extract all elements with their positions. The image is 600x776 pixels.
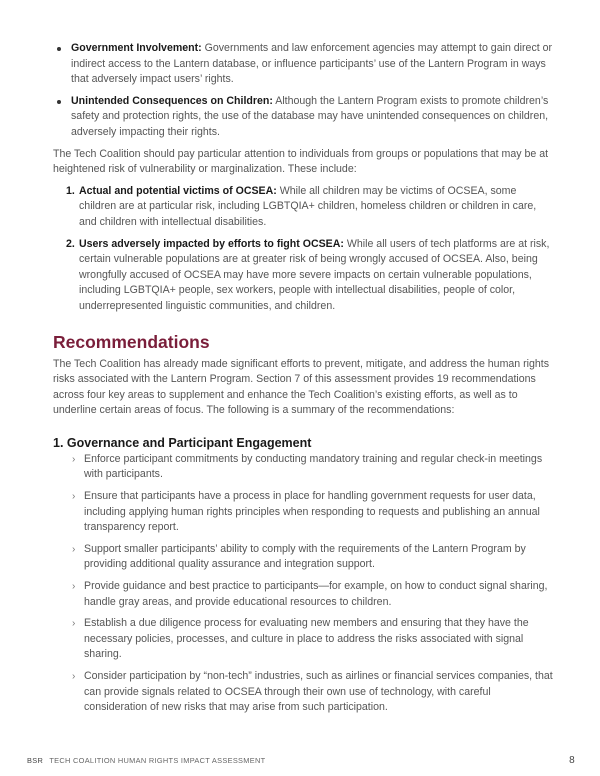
page-content <box>53 41 553 722</box>
group-title: Users adversely impacted by efforts to fight OCSEA: <box>79 237 344 250</box>
bullet-icon <box>57 47 61 51</box>
chevron-right-icon: › <box>72 618 76 630</box>
governance-subheading: 1. Governance and Participant Engagement <box>53 435 312 450</box>
vulnerable-group-item <box>66 184 553 231</box>
group-title: Actual and potential victims of OCSEA: <box>79 184 277 197</box>
list-number: 2. <box>66 237 75 250</box>
bullet-icon <box>57 100 61 104</box>
risk-bullet-item <box>53 41 553 88</box>
list-number: 1. <box>66 184 75 197</box>
vulnerable-group-item <box>66 237 553 315</box>
vulnerable-groups-list <box>53 184 553 315</box>
vulnerable-groups-intro: The Tech Coalition should pay particular attention to individuals from groups or populations that may be at heightened risk of vulnerability or marginalization. These include: <box>53 147 549 176</box>
recommendation-text: Consider participation by “non-tech” industries, such as airlines or financial services companies, that can provide signals related to OCSEA through their own use of technology, with careful consideration of new risks that may arise from such participation. <box>84 670 553 714</box>
risk-title: Unintended Consequences on Children: <box>71 94 273 107</box>
chevron-right-icon: › <box>72 491 76 503</box>
footer-report-title: TECH COALITION HUMAN RIGHTS IMPACT ASSESSMENT <box>49 756 266 765</box>
governance-recommendations-list <box>53 452 553 716</box>
recommendation-item <box>72 452 553 483</box>
risk-text: Governments and law enforcement agencies may attempt to gain direct or indirect access to the Lantern database, or influence participants’ use of the Lantern Program in ways that adversely impact users’ rights. <box>71 42 553 86</box>
recommendation-item <box>72 579 553 610</box>
chevron-right-icon: › <box>72 581 76 593</box>
recommendation-text: Provide guidance and best practice to participants—for example, on how to conduct signal sharing, handle gray areas, and provide educational resources to children. <box>84 580 548 608</box>
group-text: While all users of tech platforms are at risk, certain vulnerable populations are at greater risk of being wrongly accused of OCSEA. Also, being wrongfully accused of OCSEA may have more severe impacts on certain vulnerable populations, including LGBTQIA+ people, sex workers, people with intellectual disabilities, people of color, underrepresented linguistic communities, and children. <box>79 237 550 312</box>
risk-title: Government Involvement: <box>71 42 202 54</box>
footer-brand: BSR <box>27 756 44 765</box>
recommendation-text: Support smaller participants’ ability to comply with the requirements of the Lantern Program by providing additional quality assurance and integration support. <box>84 542 526 571</box>
risk-bullet-item <box>53 94 553 141</box>
page-number: 8 <box>569 755 575 766</box>
chevron-right-icon: › <box>72 453 76 465</box>
recommendation-item <box>72 542 553 573</box>
recommendation-item <box>72 669 553 716</box>
chevron-right-icon: › <box>72 671 76 682</box>
recommendation-item <box>72 489 553 536</box>
recommendation-text: Ensure that participants have a process in place for handling government requests for user data, including applying human rights principles when responding to requests and publishing an annual transparency report. <box>84 490 540 534</box>
recommendation-text: Establish a due diligence process for evaluating new members and ensuring that they have the necessary policies, processes, and culture in place to address the risks associated with signal sharing. <box>84 617 529 661</box>
footer-title-group <box>27 753 265 769</box>
risk-text: Although the Lantern Program exists to promote children’s safety and protection rights, the use of the database may have unintended consequences on children, adversely impacting their rights. <box>71 94 549 138</box>
chevron-right-icon: › <box>72 543 76 555</box>
recommendations-heading: Recommendations <box>53 331 210 352</box>
recommendation-item <box>72 616 553 663</box>
group-text: While all children may be victims of OCSEA, some children are at particular risk, including LGBTQIA+ children, homeless children or children in care, and children with intellectual disabilities. <box>79 184 537 228</box>
recommendation-text: Enforce participant commitments by conducting mandatory training and regular check-in meetings with participants. <box>84 452 543 481</box>
page-footer <box>27 753 575 769</box>
recommendations-intro: The Tech Coalition has already made significant efforts to prevent, mitigate, and address the human rights risks associated with the Lantern Program. Section 7 of this assessment provides 19 recommendations across four key areas to supplement and enhance the Tech Coalition’s existing efforts, as well as to underline certain areas of focus. The following is a summary of the recommendations: <box>53 357 550 417</box>
risks-bullet-list <box>53 41 553 141</box>
